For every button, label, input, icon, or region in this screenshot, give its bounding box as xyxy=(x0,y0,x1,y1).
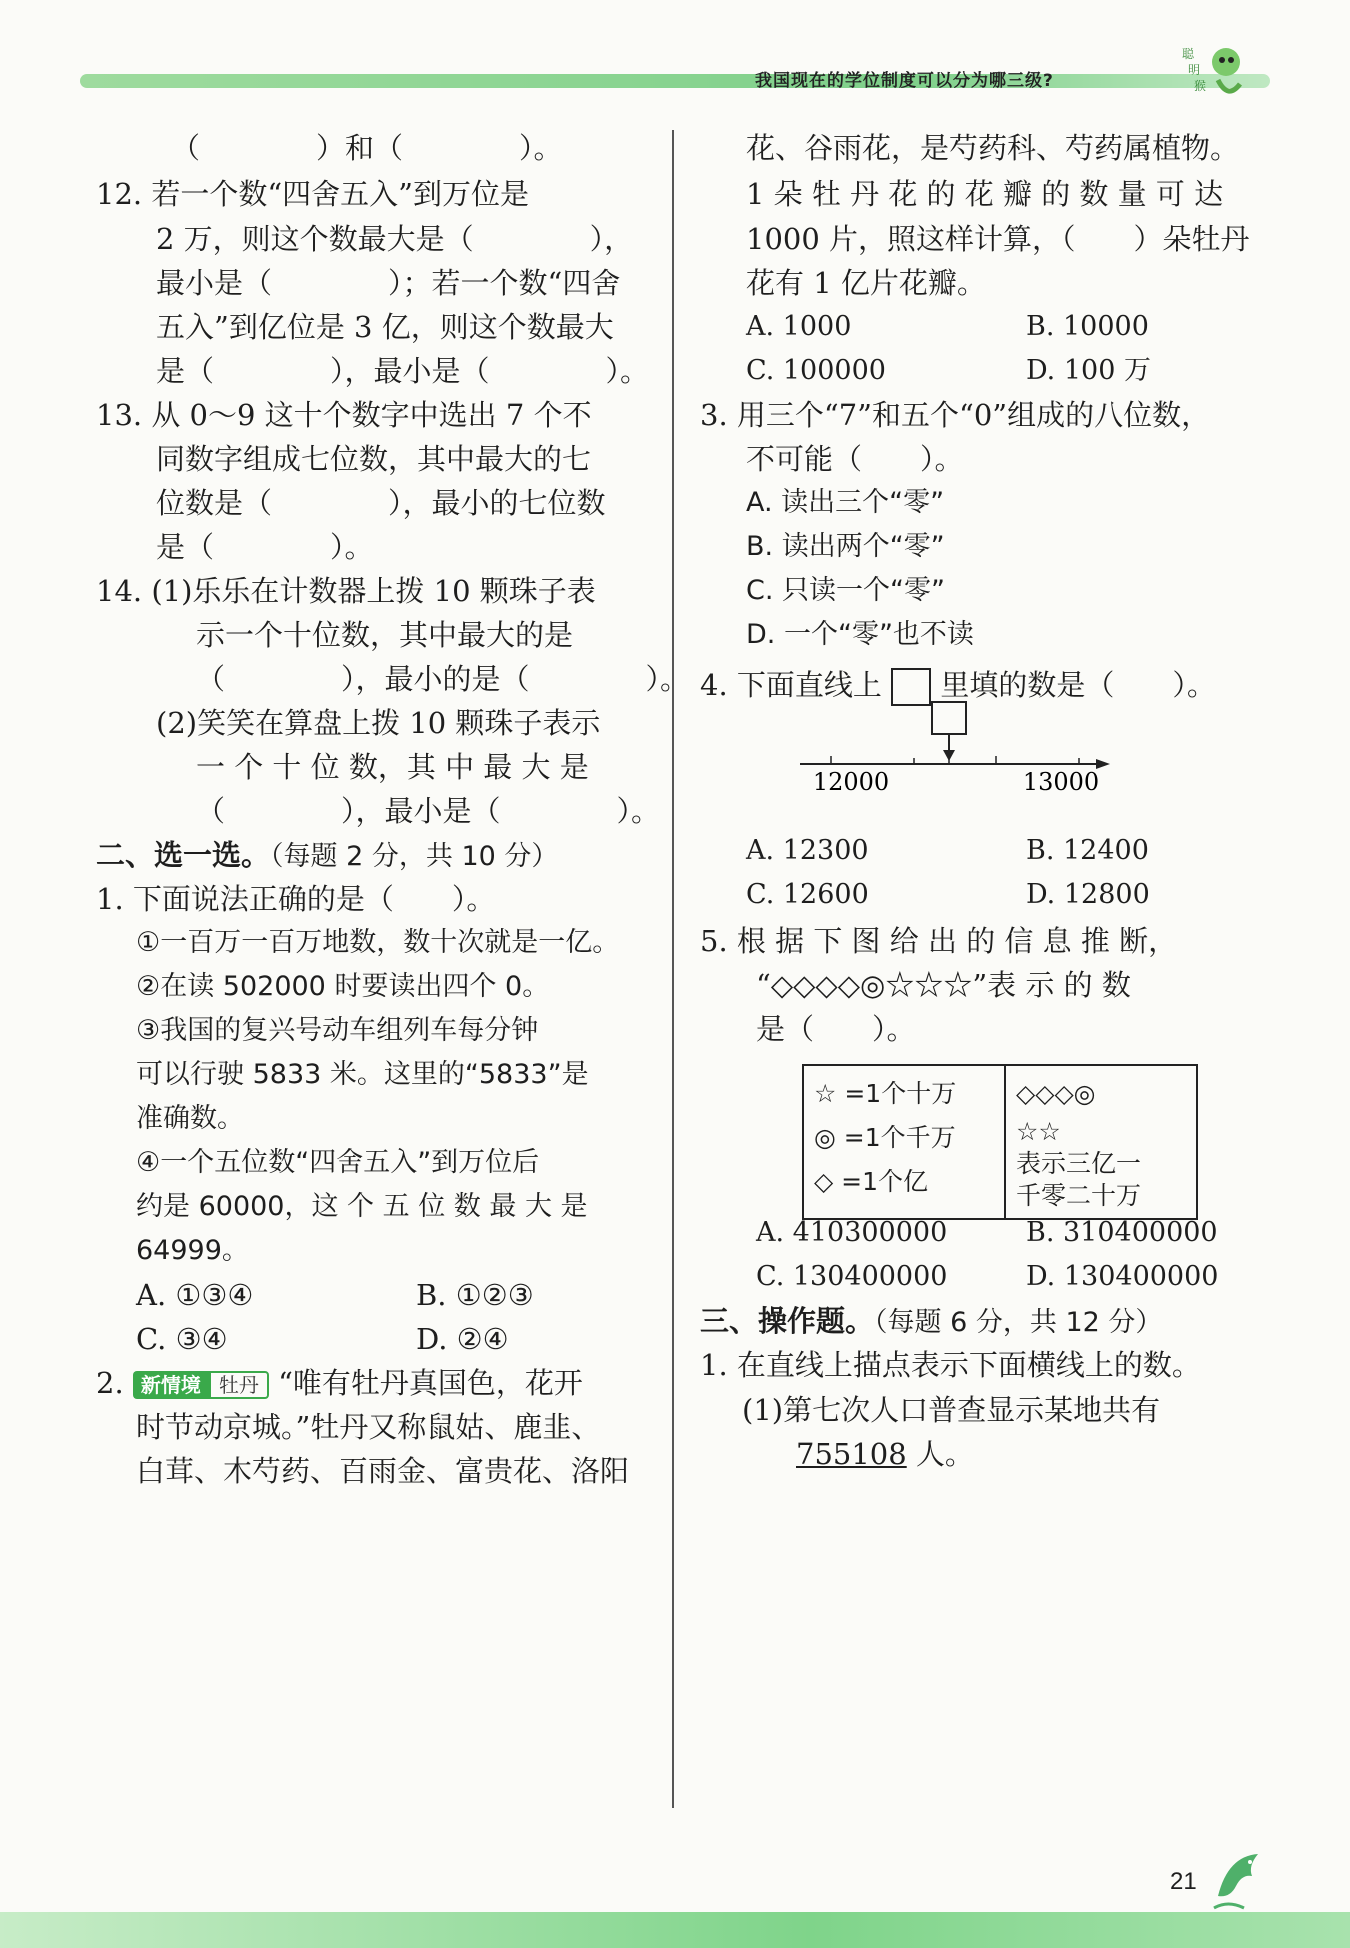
operation-1-stem: 1. 在直线上描点表示下面横线上的数。 xyxy=(700,1348,1201,1382)
section-3-note: （每题 6 分，共 12 分） xyxy=(874,1307,1163,1338)
q12-line-5: 是（ ），最小是（ ）。 xyxy=(156,354,650,388)
choice-1-statement-4a: ④一个五位数“四舍五入”到万位后 xyxy=(136,1147,540,1178)
section-2-title: 二、选一选。 xyxy=(96,838,271,872)
mascot-label-char-2: 明 xyxy=(1188,63,1201,77)
choice-2-stem-line-2: 时节动京城。”牡丹又称鼠姑、鹿韭、 xyxy=(136,1410,601,1444)
choice-1-statement-3c: 准确数。 xyxy=(136,1103,244,1134)
q12-line-2: 2 万，则这个数最大是（ ）， xyxy=(156,222,634,256)
choice-5-stem-line-1: 5. 根 据 下 图 给 出 的 信 息 推 断， xyxy=(700,924,1178,958)
choice-1-statement-4c: 64999。 xyxy=(136,1235,249,1266)
choice-3-option-a[interactable]: A. 读出三个“零” xyxy=(746,487,945,518)
choice-1-statement-2: ②在读 502000 时要读出四个 0。 xyxy=(136,971,550,1002)
choice-3-option-d[interactable]: D. 一个“零”也不读 xyxy=(746,619,974,650)
choice-1-statement-1: ①一百万一百万地数，数十次就是一亿。 xyxy=(136,927,620,958)
number-line-tick-label-12000: 12000 xyxy=(812,768,890,796)
choice-3-option-b[interactable]: B. 读出两个“零” xyxy=(746,531,945,562)
choice-4-stem-pre: 4. 下面直线上 xyxy=(700,668,882,702)
q14-line-3: （ ），最小的是（ ）。 xyxy=(196,662,690,696)
header-band xyxy=(80,74,1270,88)
choice-2-stem-line-3: 白茸、木芍药、百雨金、富贵花、洛阳 xyxy=(136,1454,630,1488)
footer-band xyxy=(0,1912,1350,1948)
section-3-title: 三、操作题。 xyxy=(700,1304,875,1338)
mascot-label-char-1: 聪 xyxy=(1182,47,1195,61)
monkey-mascot-icon xyxy=(1178,40,1248,102)
choice-2-stem-line-5: 1 朵 牡 丹 花 的 花 瓣 的 数 量 可 达 xyxy=(746,177,1224,211)
population-unit: 人。 xyxy=(906,1437,974,1471)
q14-line-1: 14. (1)乐乐在计数器上拨 10 颗珠子表 xyxy=(96,574,596,608)
tag-peony: 牡丹 xyxy=(209,1371,269,1399)
choice-2-option-d[interactable]: D. 100 万 xyxy=(1026,355,1151,386)
q12-line-1: 12. 若一个数“四舍五入”到万位是 xyxy=(96,177,529,211)
q14-line-6: （ ），最小是（ ）。 xyxy=(196,794,661,828)
choice-4-option-b[interactable]: B. 12400 xyxy=(1026,835,1149,866)
choice-5-stem-line-2: “◇◇◇◇◎☆☆☆”表 示 的 数 xyxy=(756,968,1131,1002)
example-symbols-2: ☆☆ xyxy=(1016,1117,1061,1146)
page-number: 21 xyxy=(1170,1868,1197,1895)
mascot-label-char-3: 猴 xyxy=(1194,79,1207,93)
column-divider xyxy=(672,130,674,1808)
choice-3-stem-line-1: 3. 用三个“7”和五个“0”组成的八位数， xyxy=(700,398,1211,432)
choice-1-option-a[interactable]: A. ①③④ xyxy=(136,1278,254,1312)
symbol-example-cell xyxy=(1005,1065,1197,1219)
choice-2-stem-line-4: 花、谷雨花，是芍药科、芍药属植物。 xyxy=(746,131,1240,165)
choice-4-stem-post: 里填的数是（ ）。 xyxy=(940,668,1216,702)
choice-2-text-1: “唯有牡丹真国色，花开 xyxy=(278,1366,583,1400)
legend-star: ☆ =1个十万 xyxy=(814,1079,957,1108)
choice-1-option-b[interactable]: B. ①②③ xyxy=(416,1278,534,1312)
choice-2-stem-line-6: 1000 片，照这样计算，（ ）朵牡丹 xyxy=(746,222,1250,256)
choice-1-stem: 1. 下面说法正确的是（ ）。 xyxy=(96,882,496,916)
q11-answer-line: （ ）和（ ）。 xyxy=(171,131,563,165)
choice-2-option-a[interactable]: A. 1000 xyxy=(746,311,852,342)
population-number: 755108 xyxy=(796,1437,907,1471)
tag-new-context: 新情境 xyxy=(133,1371,209,1399)
number-line-ticks xyxy=(831,756,1079,764)
operation-1-part-1-value xyxy=(796,1434,974,1474)
q13-line-3: 位数是（ ），最小的七位数 xyxy=(156,486,606,520)
legend-double-circle: ◎ =1个千万 xyxy=(814,1123,956,1152)
choice-3-stem-line-2: 不可能（ ）。 xyxy=(746,442,964,476)
section-2-note: （每题 2 分，共 10 分） xyxy=(270,841,559,872)
section-2-heading xyxy=(96,835,558,877)
header-question: 我国现在的学位制度可以分为哪三级? xyxy=(755,71,1054,91)
dolphin-icon xyxy=(1208,1846,1268,1916)
choice-1-statement-3b: 可以行驶 5833 米。这里的“5833”是 xyxy=(136,1059,589,1090)
choice-3-option-c[interactable]: C. 只读一个“零” xyxy=(746,575,945,606)
symbol-legend-table xyxy=(802,1064,1198,1220)
choice-1-option-d[interactable]: D. ②④ xyxy=(416,1322,509,1356)
example-meaning-2: 千零二十万 xyxy=(1016,1181,1142,1210)
choice-2-number: 2. xyxy=(96,1366,124,1400)
q13-line-4: 是（ ）。 xyxy=(156,530,374,564)
q14-line-4: (2)笑笑在算盘上拨 10 颗珠子表示 xyxy=(156,706,601,740)
symbol-definitions-cell xyxy=(803,1065,1005,1219)
q14-line-5: 一 个 十 位 数，其 中 最 大 是 xyxy=(196,750,589,784)
example-meaning-1: 表示三亿一 xyxy=(1016,1149,1142,1178)
choice-2-option-b[interactable]: B. 10000 xyxy=(1026,311,1149,342)
choice-2-stem-line-1 xyxy=(96,1363,583,1405)
q12-line-4: 五入”到亿位是 3 亿，则这个数最大 xyxy=(156,310,614,344)
choice-5-option-d[interactable]: D. 130400000 xyxy=(1026,1261,1219,1292)
q12-line-3: 最小是（ ）；若一个数“四舍 xyxy=(156,266,621,300)
new-context-tag xyxy=(133,1365,269,1405)
choice-1-statement-4b: 约是 60000，这 个 五 位 数 最 大 是 xyxy=(136,1191,588,1222)
q13-line-1: 13. 从 0～9 这十个数字中选出 7 个不 xyxy=(96,398,592,432)
choice-5-stem-line-3: 是（ ）。 xyxy=(756,1012,916,1046)
number-line-blank-box xyxy=(932,702,966,734)
choice-2-option-c[interactable]: C. 100000 xyxy=(746,355,886,386)
number-line-diagram xyxy=(796,698,1116,808)
operation-1-part-1: (1)第七次人口普查显示某地共有 xyxy=(742,1393,1161,1427)
choice-5-option-b[interactable]: B. 310400000 xyxy=(1026,1217,1218,1248)
choice-4-option-d[interactable]: D. 12800 xyxy=(1026,879,1150,910)
q13-line-2: 同数字组成七位数，其中最大的七 xyxy=(156,442,592,476)
legend-diamond: ◇ =1个亿 xyxy=(814,1167,929,1196)
choice-5-option-c[interactable]: C. 130400000 xyxy=(756,1261,948,1292)
q14-line-2: 示一个十位数，其中最大的是 xyxy=(196,618,574,652)
section-3-heading xyxy=(700,1301,1162,1343)
choice-4-option-a[interactable]: A. 12300 xyxy=(746,835,869,866)
choice-4-option-c[interactable]: C. 12600 xyxy=(746,879,869,910)
choice-1-statement-3a: ③我国的复兴号动车组列车每分钟 xyxy=(136,1015,539,1046)
example-symbols-1: ◇◇◇◎ xyxy=(1016,1079,1096,1108)
choice-1-option-c[interactable]: C. ③④ xyxy=(136,1322,228,1356)
number-line-tick-label-13000: 13000 xyxy=(1022,768,1100,796)
choice-5-option-a[interactable]: A. 410300000 xyxy=(756,1217,948,1248)
choice-2-stem-line-7: 花有 1 亿片花瓣。 xyxy=(746,266,986,300)
